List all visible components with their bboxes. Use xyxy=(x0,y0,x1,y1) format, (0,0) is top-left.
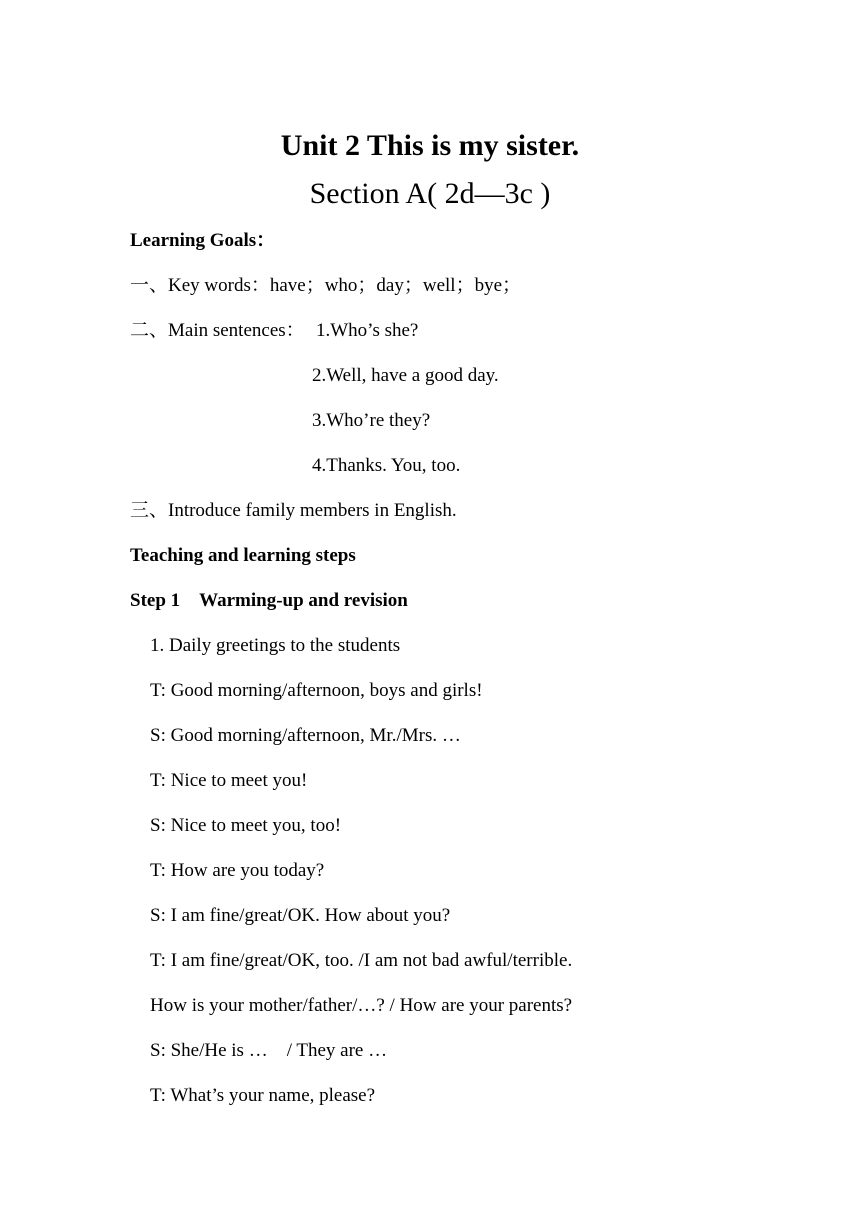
step1-line: T: What’s your name, please? xyxy=(150,1085,376,1106)
step1-heading: Step 1 Warming-up and revision xyxy=(130,590,408,611)
main-sentence-2: 2.Well, have a good day. xyxy=(312,365,499,386)
steps-heading: Teaching and learning steps xyxy=(130,545,356,566)
step1-line: T: Good morning/afternoon, boys and girls! xyxy=(150,680,483,701)
document-title: Unit 2 This is my sister. xyxy=(280,129,580,162)
step1-line: S: I am fine/great/OK. How about you? xyxy=(150,905,451,926)
step1-line: S: She/He is … / They are … xyxy=(150,1040,388,1061)
introduce-line: 三、Introduce family members in English. xyxy=(130,500,457,521)
main-sentence-3: 3.Who’re they? xyxy=(312,410,431,431)
step1-line: T: How are you today? xyxy=(150,860,325,881)
learning-goals-heading: Learning Goals： xyxy=(130,230,276,251)
step1-line: T: Nice to meet you! xyxy=(150,770,308,791)
step1-line: S: Good morning/afternoon, Mr./Mrs. … xyxy=(150,725,461,746)
step1-line: T: I am fine/great/OK, too. /I am not bad awful/terrible. xyxy=(150,950,573,971)
step1-line: 1. Daily greetings to the students xyxy=(150,635,401,656)
key-words-line: 一、Key words：have；who；day；well；bye； xyxy=(130,275,522,296)
main-sentence-1: 1.Who’s she? xyxy=(316,320,419,341)
document-subtitle: Section A( 2d—3c ) xyxy=(309,177,551,210)
main-sentence-4: 4.Thanks. You, too. xyxy=(312,455,461,476)
step1-line: How is your mother/father/…? / How are your parents? xyxy=(150,995,573,1016)
step1-line: S: Nice to meet you, too! xyxy=(150,815,342,836)
main-sentences-label: 二、Main sentences： xyxy=(130,320,305,341)
